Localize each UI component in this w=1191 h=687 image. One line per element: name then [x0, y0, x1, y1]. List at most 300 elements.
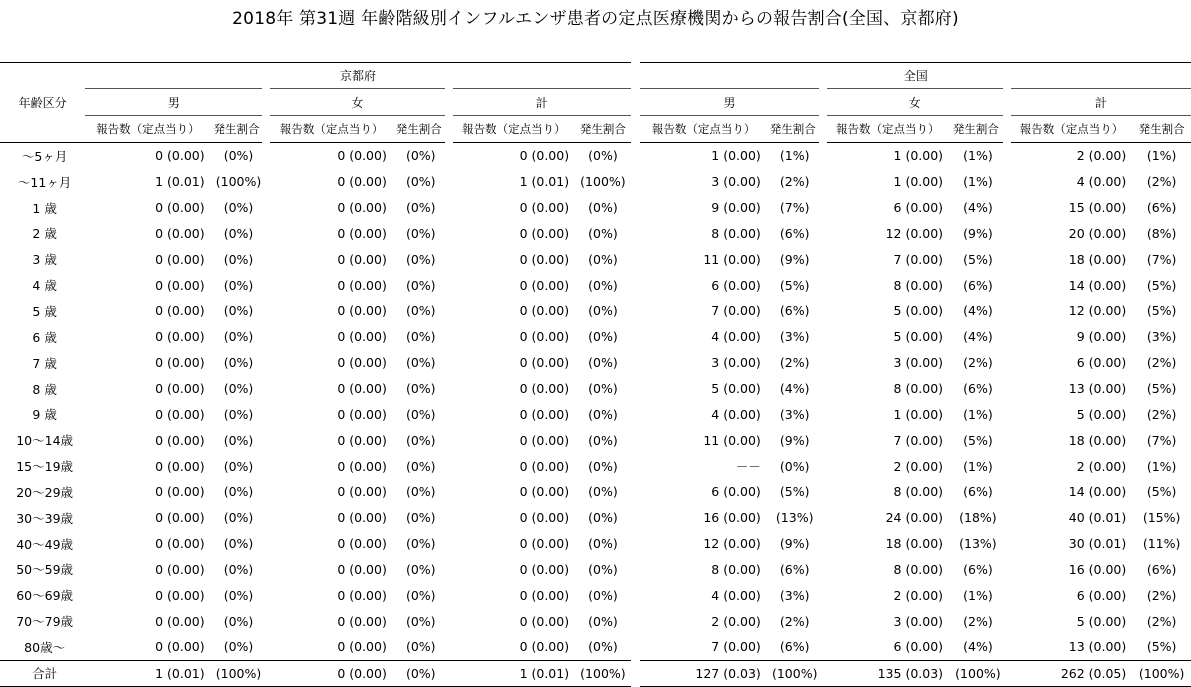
reports-cell: 0 (0.00) [155, 200, 205, 216]
reports-cell: 0 (0.00) [155, 277, 205, 293]
reports-cell: 0 (0.00) [519, 458, 570, 474]
reports-cell: 0 (0.00) [155, 225, 205, 241]
ratio-cell: (5%) [779, 277, 810, 293]
ratio-cell: (1%) [1146, 458, 1177, 474]
reports-cell: 18 (0.00) [1068, 432, 1127, 448]
reports-cell: 4 (0.00) [711, 406, 761, 422]
reports-cell: 262 (0.05) [1007, 660, 1132, 686]
ratio-cell: (0%) [405, 561, 436, 577]
ratio-cell: (0%) [405, 484, 436, 500]
reports-cell: 0 (0.00) [337, 536, 387, 552]
total-row [0, 660, 1191, 686]
ratio-cell: (9%) [963, 225, 993, 241]
table-row [0, 298, 1191, 324]
ratio-cell: (0%) [405, 277, 436, 293]
age-cell: 4 歳 [32, 278, 57, 294]
reports-cell: 13 (0.00) [1068, 639, 1127, 655]
reports-cell: 3 (0.00) [893, 613, 944, 629]
reports-cell: 0 (0.00) [519, 303, 570, 319]
ratio-cell: (0%) [223, 561, 254, 577]
reports-cell: 6 (0.00) [893, 200, 944, 216]
ratio-cell: (0%) [405, 329, 436, 345]
ratio-cell: (0%) [223, 277, 254, 293]
ratio-cell: (6%) [1146, 200, 1177, 216]
ratio-cell: (0%) [588, 225, 618, 241]
ratio-cell: (0%) [588, 484, 618, 500]
ratio-cell: (0%) [588, 536, 618, 552]
reports-cell: 5 (0.00) [893, 303, 944, 319]
ratio-cell: (100%) [580, 174, 626, 190]
reports-cell: －－ [735, 459, 761, 475]
age-cell: 40～49歳 [16, 536, 74, 552]
kyoto-total-header: 計 [449, 89, 631, 116]
age-cell: 15～19歳 [16, 459, 74, 475]
age-cell: 5 歳 [32, 303, 57, 319]
reports-cell: 3 (0.00) [711, 174, 761, 190]
influenza-report-table [0, 62, 1191, 687]
ratio-cell: (0%) [223, 484, 254, 500]
reports-cell: 0 (0.00) [337, 406, 387, 422]
ratio-cell: (2%) [779, 613, 810, 629]
ratio-cell: (100%) [211, 660, 267, 686]
sex-header-row [0, 89, 1191, 116]
reports-cell: 0 (0.00) [519, 329, 570, 345]
ratio-cell: (0%) [588, 381, 618, 397]
ratio-cell: (3%) [779, 587, 810, 603]
ratio-cell: (5%) [1146, 381, 1177, 397]
kyoto-male-ratio-header: 発生割合 [211, 116, 267, 143]
ratio-cell: (6%) [963, 277, 993, 293]
ratio-cell: (7%) [1146, 432, 1177, 448]
national-female-reports-header: 報告数（定点当り） [823, 116, 949, 143]
reports-cell: 6 (0.00) [1076, 355, 1127, 371]
reports-cell: 3 (0.00) [711, 355, 761, 371]
reports-cell: 4 (0.00) [711, 329, 761, 345]
ratio-cell: (0%) [405, 200, 436, 216]
age-cell: 10～14歳 [16, 433, 74, 449]
reports-cell: 7 (0.00) [893, 432, 944, 448]
reports-cell: 0 (0.00) [337, 432, 387, 448]
ratio-cell: (5%) [1146, 303, 1177, 319]
age-cell: ～5ヶ月 [21, 148, 68, 164]
reports-cell: 0 (0.00) [155, 355, 205, 371]
age-cell: 20～29歳 [16, 484, 74, 500]
reports-cell: 0 (0.00) [519, 639, 570, 655]
table-row [0, 324, 1191, 350]
reports-cell: 0 (0.00) [519, 148, 570, 164]
ratio-cell: (0%) [588, 510, 618, 526]
ratio-cell: (0%) [405, 355, 436, 371]
table-row [0, 246, 1191, 272]
ratio-cell: (0%) [223, 613, 254, 629]
ratio-cell: (7%) [1146, 251, 1177, 267]
ratio-cell: (2%) [1146, 174, 1177, 190]
kyoto-male-header: 男 [85, 89, 266, 116]
reports-cell: 20 (0.00) [1068, 225, 1127, 241]
reports-cell: 2 (0.00) [1076, 148, 1127, 164]
national-total-ratio-header: 発生割合 [1132, 116, 1191, 143]
reports-cell: 0 (0.00) [155, 458, 205, 474]
table-row [0, 143, 1191, 169]
region-header-row [0, 63, 1191, 89]
ratio-cell: (3%) [1146, 329, 1177, 345]
ratio-cell: (1%) [963, 587, 993, 603]
ratio-cell: (0%) [588, 277, 618, 293]
ratio-cell: (0%) [405, 587, 436, 603]
reports-cell: 0 (0.00) [519, 225, 570, 241]
reports-cell: 0 (0.00) [337, 200, 387, 216]
reports-cell: 8 (0.00) [711, 561, 761, 577]
ratio-cell: (5%) [963, 432, 993, 448]
reports-cell: 0 (0.00) [337, 277, 387, 293]
reports-cell: 1 (0.01) [449, 660, 575, 686]
reports-cell: 5 (0.00) [1076, 613, 1127, 629]
ratio-cell: (1%) [1146, 148, 1177, 164]
reports-cell: 0 (0.00) [519, 381, 570, 397]
reports-cell: 0 (0.00) [155, 613, 205, 629]
reports-cell: 0 (0.00) [155, 406, 205, 422]
reports-cell: 0 (0.00) [337, 148, 387, 164]
ratio-cell: (5%) [963, 251, 993, 267]
reports-cell: 16 (0.00) [703, 510, 761, 526]
reports-cell: 8 (0.00) [893, 381, 944, 397]
reports-cell: 0 (0.00) [155, 587, 205, 603]
reports-cell: 0 (0.00) [519, 432, 570, 448]
reports-cell: 16 (0.00) [1068, 561, 1127, 577]
table-row [0, 634, 1191, 660]
reports-cell: 2 (0.00) [893, 458, 944, 474]
reports-cell: 1 (0.00) [893, 174, 944, 190]
table-row [0, 169, 1191, 195]
ratio-cell: (100%) [215, 174, 262, 190]
ratio-cell: (1%) [779, 148, 810, 164]
reports-cell: 6 (0.00) [711, 484, 761, 500]
reports-cell: 11 (0.00) [703, 251, 761, 267]
reports-cell: 24 (0.00) [885, 510, 944, 526]
ratio-cell: (0%) [405, 639, 436, 655]
page-title: 2018年 第31週 年齢階級別インフルエンザ患者の定点医療機関からの報告割合(全国、京都府) [232, 9, 959, 29]
ratio-cell: (1%) [963, 458, 993, 474]
reports-cell: 18 (0.00) [885, 536, 944, 552]
ratio-cell: (5%) [779, 484, 810, 500]
reports-cell: 12 (0.00) [1068, 303, 1127, 319]
reports-cell: 0 (0.00) [155, 639, 205, 655]
reports-cell: 0 (0.00) [519, 536, 570, 552]
region-kyoto-header: 京都府 [85, 63, 631, 89]
national-female-ratio-header: 発生割合 [949, 116, 1007, 143]
reports-cell: 0 (0.00) [155, 329, 205, 345]
ratio-cell: (3%) [779, 329, 810, 345]
ratio-cell: (8%) [1146, 225, 1177, 241]
ratio-cell: (2%) [779, 174, 810, 190]
reports-cell: 135 (0.03) [823, 660, 949, 686]
ratio-cell: (0%) [588, 251, 618, 267]
ratio-cell: (15%) [1142, 510, 1181, 526]
ratio-cell: (0%) [405, 303, 436, 319]
ratio-cell: (0%) [223, 458, 254, 474]
kyoto-female-ratio-header: 発生割合 [393, 116, 449, 143]
reports-cell: 7 (0.00) [711, 639, 761, 655]
reports-cell: 0 (0.00) [337, 561, 387, 577]
reports-cell: 40 (0.01) [1068, 510, 1127, 526]
ratio-cell: (5%) [1146, 484, 1177, 500]
table-row [0, 531, 1191, 557]
reports-cell: 12 (0.00) [885, 225, 944, 241]
reports-cell: 6 (0.00) [893, 639, 944, 655]
ratio-cell: (0%) [405, 381, 436, 397]
ratio-cell: (2%) [1146, 355, 1177, 371]
reports-cell: 9 (0.00) [711, 200, 761, 216]
age-cell: 2 歳 [32, 226, 57, 242]
ratio-cell: (100%) [949, 660, 1007, 686]
reports-cell: 0 (0.00) [155, 510, 205, 526]
reports-cell: 4 (0.00) [711, 587, 761, 603]
reports-cell: 1 (0.01) [85, 660, 210, 686]
reports-cell: 7 (0.00) [893, 251, 944, 267]
age-cell: 6 歳 [32, 329, 57, 345]
ratio-cell: (0%) [223, 200, 254, 216]
ratio-cell: (0%) [588, 458, 618, 474]
reports-cell: 0 (0.00) [155, 561, 205, 577]
ratio-cell: (2%) [779, 355, 810, 371]
reports-cell: 1 (0.00) [893, 406, 944, 422]
kyoto-male-reports-header: 報告数（定点当り） [85, 116, 210, 143]
ratio-cell: (0%) [405, 406, 436, 422]
reports-cell: 127 (0.03) [640, 660, 766, 686]
ratio-cell: (0%) [223, 406, 254, 422]
ratio-cell: (6%) [963, 381, 993, 397]
reports-cell: 0 (0.00) [519, 561, 570, 577]
reports-cell: 0 (0.00) [337, 381, 387, 397]
reports-cell: 5 (0.00) [711, 381, 761, 397]
ratio-cell: (4%) [963, 303, 993, 319]
ratio-cell: (0%) [393, 660, 449, 686]
ratio-cell: (0%) [223, 355, 254, 371]
ratio-cell: (2%) [963, 355, 993, 371]
ratio-cell: (6%) [779, 225, 810, 241]
national-male-header: 男 [640, 89, 822, 116]
ratio-cell: (13%) [775, 510, 814, 526]
reports-cell: 0 (0.00) [337, 251, 387, 267]
kyoto-total-ratio-header: 発生割合 [575, 116, 631, 143]
ratio-cell: (1%) [963, 406, 993, 422]
reports-cell: 11 (0.00) [703, 432, 761, 448]
ratio-cell: (0%) [405, 432, 436, 448]
ratio-cell: (0%) [588, 148, 618, 164]
ratio-cell: (0%) [588, 355, 618, 371]
ratio-cell: (0%) [588, 406, 618, 422]
ratio-cell: (0%) [223, 510, 254, 526]
ratio-cell: (18%) [959, 510, 997, 526]
reports-cell: 1 (0.00) [711, 148, 761, 164]
reports-cell: 8 (0.00) [893, 277, 944, 293]
ratio-cell: (0%) [405, 225, 436, 241]
ratio-cell: (0%) [588, 587, 618, 603]
reports-cell: 5 (0.00) [1076, 406, 1127, 422]
table-row [0, 272, 1191, 298]
ratio-cell: (2%) [1146, 406, 1177, 422]
reports-cell: 14 (0.00) [1068, 484, 1127, 500]
table-row [0, 505, 1191, 531]
table-row [0, 479, 1191, 505]
reports-cell: 0 (0.00) [337, 225, 387, 241]
reports-cell: 0 (0.00) [337, 355, 387, 371]
reports-cell: 2 (0.00) [1076, 458, 1127, 474]
ratio-cell: (0%) [405, 251, 436, 267]
ratio-cell: (6%) [779, 561, 810, 577]
reports-cell: 0 (0.00) [337, 613, 387, 629]
ratio-cell: (0%) [405, 510, 436, 526]
reports-cell: 3 (0.00) [893, 355, 944, 371]
reports-cell: 0 (0.00) [519, 251, 570, 267]
ratio-cell: (6%) [779, 303, 810, 319]
ratio-cell: (0%) [588, 561, 618, 577]
reports-cell: 0 (0.00) [155, 303, 205, 319]
ratio-cell: (0%) [223, 536, 254, 552]
region-national-header: 全国 [640, 63, 1191, 89]
table-row [0, 401, 1191, 427]
ratio-cell: (6%) [963, 484, 993, 500]
reports-cell: 0 (0.00) [155, 484, 205, 500]
ratio-cell: (5%) [1146, 277, 1177, 293]
age-header-top [0, 63, 85, 89]
ratio-cell: (2%) [1146, 587, 1177, 603]
ratio-cell: (0%) [588, 613, 618, 629]
ratio-cell: (7%) [779, 200, 810, 216]
table-row [0, 195, 1191, 221]
reports-cell: 0 (0.00) [519, 355, 570, 371]
reports-cell: 0 (0.00) [519, 200, 570, 216]
ratio-cell: (0%) [223, 251, 254, 267]
reports-cell: 1 (0.00) [893, 148, 944, 164]
reports-cell: 0 (0.00) [519, 406, 570, 422]
ratio-cell: (6%) [1146, 561, 1177, 577]
ratio-cell: (100%) [575, 660, 631, 686]
ratio-cell: (9%) [779, 432, 810, 448]
age-cell: 8 歳 [32, 381, 57, 397]
reports-cell: 0 (0.00) [337, 510, 387, 526]
ratio-cell: (0%) [223, 225, 254, 241]
reports-cell: 0 (0.00) [155, 536, 205, 552]
age-cell: 7 歳 [32, 355, 57, 371]
reports-cell: 0 (0.00) [337, 458, 387, 474]
reports-cell: 0 (0.00) [519, 484, 570, 500]
table-row [0, 376, 1191, 402]
ratio-cell: (0%) [405, 613, 436, 629]
kyoto-total-reports-header: 報告数（定点当り） [449, 116, 575, 143]
national-female-header: 女 [823, 89, 1007, 116]
table-row [0, 582, 1191, 608]
table-row [0, 453, 1191, 479]
age-cell: 70～79歳 [16, 614, 74, 630]
ratio-cell: (2%) [1146, 613, 1177, 629]
ratio-cell: (4%) [963, 200, 993, 216]
age-header: 年齢区分 [18, 95, 67, 110]
ratio-cell: (1%) [963, 148, 993, 164]
ratio-cell: (4%) [963, 329, 993, 345]
reports-cell: 15 (0.00) [1068, 200, 1127, 216]
ratio-cell: (0%) [588, 639, 618, 655]
reports-cell: 6 (0.00) [711, 277, 761, 293]
age-cell: ～11ヶ月 [17, 174, 72, 190]
reports-cell: 2 (0.00) [893, 587, 944, 603]
ratio-cell: (2%) [963, 613, 993, 629]
ratio-cell: (0%) [588, 303, 618, 319]
ratio-cell: (100%) [1132, 660, 1191, 686]
kyoto-female-header: 女 [266, 89, 448, 116]
ratio-cell: (0%) [588, 200, 618, 216]
ratio-cell: (0%) [405, 536, 436, 552]
age-cell: 3 歳 [32, 252, 57, 268]
age-cell: 1 歳 [32, 200, 57, 216]
reports-cell: 0 (0.00) [337, 639, 387, 655]
reports-cell: 8 (0.00) [711, 225, 761, 241]
national-male-reports-header: 報告数（定点当り） [640, 116, 766, 143]
ratio-cell: (100%) [767, 660, 823, 686]
ratio-cell: (0%) [223, 303, 254, 319]
reports-cell: 0 (0.00) [519, 510, 570, 526]
reports-cell: 12 (0.00) [703, 536, 761, 552]
ratio-cell: (0%) [779, 458, 810, 474]
national-male-ratio-header: 発生割合 [767, 116, 823, 143]
reports-cell: 7 (0.00) [711, 303, 761, 319]
reports-cell: 8 (0.00) [893, 484, 944, 500]
reports-cell: 4 (0.00) [1076, 174, 1127, 190]
column-header-row [0, 116, 1191, 143]
ratio-cell: (9%) [779, 251, 810, 267]
reports-cell: 1 (0.01) [155, 174, 205, 190]
table-row [0, 608, 1191, 634]
reports-cell: 0 (0.00) [155, 251, 205, 267]
age-cell: 50～59歳 [16, 562, 74, 578]
reports-cell: 0 (0.00) [266, 660, 392, 686]
table-row [0, 221, 1191, 247]
reports-cell: 0 (0.00) [155, 381, 205, 397]
ratio-cell: (0%) [405, 458, 436, 474]
table-row [0, 350, 1191, 376]
national-total-reports-header: 報告数（定点当り） [1007, 116, 1132, 143]
reports-cell: 0 (0.00) [337, 587, 387, 603]
ratio-cell: (3%) [779, 406, 810, 422]
ratio-cell: (6%) [779, 639, 810, 655]
age-cell: 80歳～ [24, 639, 66, 655]
reports-cell: 8 (0.00) [893, 561, 944, 577]
reports-cell: 9 (0.00) [1076, 329, 1127, 345]
reports-cell: 0 (0.00) [337, 329, 387, 345]
ratio-cell: (0%) [405, 174, 436, 190]
age-cell: 60～69歳 [16, 588, 74, 604]
reports-cell: 13 (0.00) [1068, 381, 1127, 397]
reports-cell: 0 (0.00) [519, 277, 570, 293]
reports-cell: 5 (0.00) [893, 329, 944, 345]
ratio-cell: (0%) [223, 432, 254, 448]
reports-cell: 6 (0.00) [1076, 587, 1127, 603]
reports-cell: 0 (0.00) [337, 484, 387, 500]
ratio-cell: (6%) [963, 561, 993, 577]
reports-cell: 2 (0.00) [711, 613, 761, 629]
age-cell: 30～39歳 [16, 510, 74, 526]
ratio-cell: (13%) [959, 536, 997, 552]
ratio-cell: (0%) [223, 148, 254, 164]
kyoto-female-reports-header: 報告数（定点当り） [266, 116, 392, 143]
ratio-cell: (0%) [588, 329, 618, 345]
reports-cell: 1 (0.01) [519, 174, 570, 190]
table-row [0, 557, 1191, 583]
ratio-cell: (0%) [405, 148, 436, 164]
reports-cell: 14 (0.00) [1068, 277, 1127, 293]
age-cell: 9 歳 [32, 407, 57, 423]
reports-cell: 0 (0.00) [155, 432, 205, 448]
